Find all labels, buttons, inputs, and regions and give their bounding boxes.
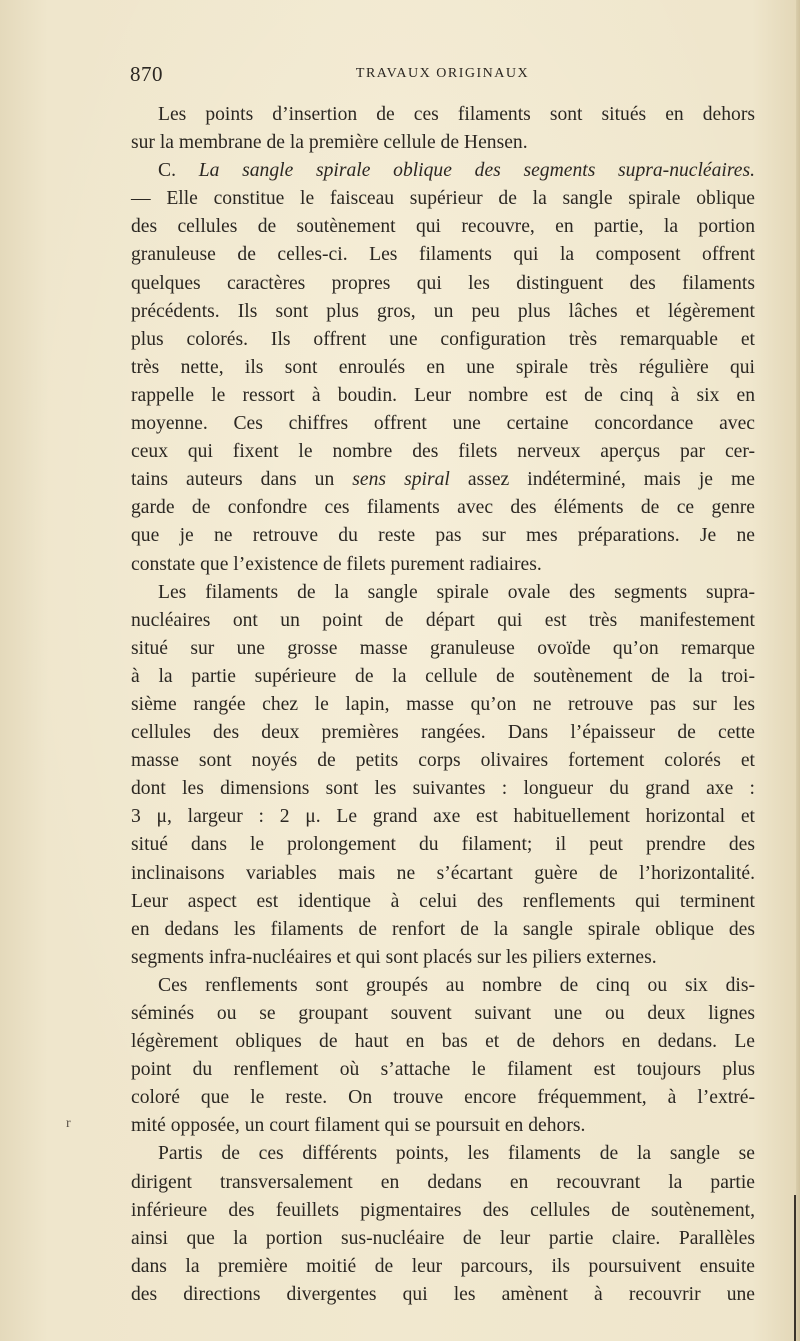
text-line: séminés ou se groupant souvent suivant une ou deux lignes [131,1003,755,1024]
text-line: quelques caractères propres qui les distinguent des filaments [131,272,755,294]
text-line: 3 μ, largeur : 2 μ. Le grand axe est habituellement horizontal et [131,806,755,828]
text-line: rappelle le ressort à boudin. Leur nombre est de cinq à six en [131,384,755,406]
text-line: dans la première moitié de leur parcours, ils poursuivent ensuite [131,1255,755,1277]
text-line: dirigent transversalement en dedans en recouvrant la partie [131,1171,755,1193]
text-line: sur la membrane de la première cellule de Hensen. [131,132,528,154]
text-line: très nette, ils sont enroulés en une spirale très régulière qui [131,356,755,378]
italic-term: sens spiral [352,469,450,491]
text-line: Partis de ces différents points, les filaments de la sangle se [158,1143,755,1165]
text-line: Les points d’insertion de ces filaments sont situés en dehors [158,104,755,125]
binding-line [794,1195,796,1341]
text-line: ainsi que la portion sus-nucléaire de leur partie claire. Parallèles [131,1227,755,1249]
text-line [131,466,755,494]
text-line: que je ne retrouve du reste pas sur mes préparations. Je ne [131,525,755,547]
text-line: nucléaires ont un point de départ qui est très manifestement [131,609,755,631]
text-line: mité opposée, un court filament qui se poursuit en dehors. [131,1115,586,1137]
text-line: masse sont noyés de petits corps olivaires fortement colorés et [131,750,755,772]
text-line: Leur aspect est identique à celui des renflements qui terminent [131,890,755,912]
page-number: 870 [130,62,163,86]
text-fragment: assez indéterminé, mais je me [449,469,755,491]
text-line: situé dans le prolongement du filament; il peut prendre des [131,834,755,856]
text-line: coloré que le reste. On trouve encore fréquemment, à l’extré- [131,1087,755,1109]
text-line: inclinaisons variables mais ne s’écartant guère de l’horizontalité. [131,862,755,884]
running-head: TRAVAUX ORIGINAUX [355,66,530,81]
margin-mark: r [66,1116,71,1131]
text-line: — Elle constitue le faisceau supérieur de la sangle spirale oblique [131,188,755,210]
text-line: cellules des deux premières rangées. Dans l’épaisseur de cette [131,722,755,744]
text-line: ceux qui fixent le nombre des filets nerveux aperçus par cer- [131,441,755,463]
section-letter: C. [158,160,199,182]
body-text [131,101,755,1309]
section-heading-line [131,157,755,185]
text-line: dont les dimensions sont les suivantes : longueur du grand axe : [131,778,755,800]
text-line: à la partie supérieure de la cellule de soutènement de la troi- [131,665,755,687]
text-line: Ces renflements sont groupés au nombre de cinq ou six dis- [158,974,755,996]
text-line: en dedans les filaments de renfort de la sangle spirale oblique des [131,918,755,940]
text-line: Les filaments de la sangle spirale ovale des segments supra- [158,581,755,603]
text-line: des directions divergentes qui les amènent à recouvrir une [131,1283,755,1305]
text-line: inférieure des feuillets pigmentaires des cellules de soutènement, [131,1199,755,1221]
text-line: segments infra-nucléaires et qui sont placés sur les piliers externes. [131,946,657,968]
text-line: plus colorés. Ils offrent une configuration très remarquable et [131,328,755,350]
text-line: point du renflement où s’attache le filament est toujours plus [131,1059,755,1081]
page-header [130,62,755,92]
text-line: garde de confondre ces filaments avec des éléments de ce genre [131,497,755,519]
text-line: moyenne. Ces chiffres offrent une certaine concordance avec [131,413,755,435]
text-line: situé sur une grosse masse granuleuse ovoïde qu’on remarque [131,637,755,659]
text-fragment: tains auteurs dans un [131,469,353,491]
section-heading: La sangle spirale oblique des segments supra-nucléaires. [198,160,755,182]
text-line: constate que l’existence de filets purement radiaires. [131,553,542,575]
text-line: des cellules de soutènement qui recouvre, en partie, la portion [131,216,755,238]
page-edge [796,0,800,1341]
text-line: précédents. Ils sont plus gros, un peu plus lâches et légèrement [131,300,755,322]
text-line: granuleuse de celles-ci. Les filaments qui la composent offrent [131,244,755,266]
text-line: légèrement obliques de haut en bas et de dehors en dedans. Le [131,1031,755,1053]
text-line: sième rangée chez le lapin, masse qu’on ne retrouve pas sur les [131,693,755,715]
